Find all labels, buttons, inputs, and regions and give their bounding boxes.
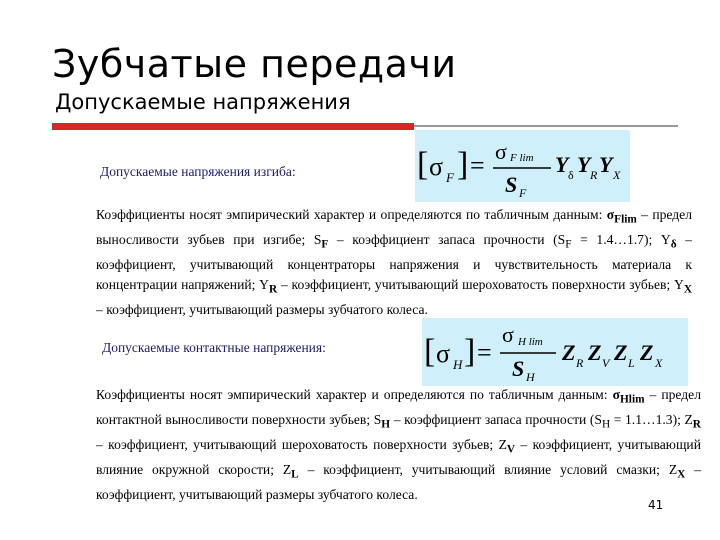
z-v-sub: V bbox=[602, 356, 610, 370]
bending-coefficients-text bbox=[96, 205, 692, 320]
num-sigma: σ bbox=[502, 322, 514, 347]
text-run: – коэффициент, учитывающий концентраторы напряжения и чувствительность материала к концентрации напряжений; Y bbox=[96, 231, 692, 293]
subscript: R bbox=[692, 418, 701, 431]
text-run: – коэффициент, учитывающий влияние условий смазки; Z bbox=[298, 461, 678, 477]
text-run: – коэффициент, учитывающий влияние окружной скорости; Z bbox=[96, 436, 701, 477]
z-x-sub: X bbox=[655, 356, 663, 370]
slide-title: Зубчатые передачи bbox=[52, 42, 457, 86]
bracket-open: [ bbox=[417, 146, 429, 183]
lhs-sigma: σ bbox=[429, 152, 444, 181]
z-l-sub: L bbox=[628, 356, 635, 370]
y-r: Y bbox=[577, 152, 591, 177]
subscript: X bbox=[683, 283, 693, 296]
y-r-sub: R bbox=[590, 168, 598, 182]
subscript: R bbox=[269, 283, 278, 296]
subscript: H bbox=[601, 418, 611, 431]
contact-stress-formula bbox=[422, 318, 688, 386]
sigma-symbol: σ bbox=[606, 207, 615, 222]
num-sigma: σ bbox=[495, 139, 507, 164]
y-delta: Y bbox=[555, 152, 569, 177]
subscript: F bbox=[565, 238, 572, 251]
num-sub: H lim bbox=[518, 336, 543, 348]
page-number: 41 bbox=[648, 498, 664, 512]
y-x: Y bbox=[599, 152, 613, 177]
text-run: – предел контактной выносливости поверхности зубьев; S bbox=[96, 387, 701, 427]
bracket-close: ] bbox=[464, 333, 476, 370]
text-run: – предел выносливости зубьев при изгибе; S bbox=[96, 207, 692, 247]
title-rule-accent bbox=[52, 123, 414, 130]
contact-coefficients-text bbox=[96, 385, 701, 505]
text-run: – коэффициент, учитывающий шероховатость поверхности зубьев; Z bbox=[96, 436, 507, 452]
text-run: – коэффициент запаса прочности (S bbox=[328, 231, 566, 247]
text-run: – коэффициент, учитывающий размеры зубчатого колеса. bbox=[96, 301, 428, 317]
title-rule-line bbox=[414, 125, 678, 127]
num-sub: F lim bbox=[510, 152, 534, 164]
subscript: X bbox=[677, 468, 686, 481]
subscript: H bbox=[381, 418, 391, 431]
z-r: Z bbox=[562, 340, 576, 365]
bracket-close: ] bbox=[457, 146, 469, 183]
den-sub: H bbox=[526, 370, 535, 384]
den-s: S bbox=[512, 356, 525, 381]
z-x: Z bbox=[640, 340, 654, 365]
text-run: – коэффициент, учитывающий размеры зубчатого колеса. bbox=[96, 461, 701, 502]
text-run: = 1.4…1.7); Y bbox=[571, 231, 671, 247]
den-sub: F bbox=[519, 186, 527, 200]
equals-sign: = bbox=[477, 338, 492, 367]
z-r-sub: R bbox=[576, 356, 584, 370]
lhs-sub: H bbox=[453, 357, 463, 372]
slide-subtitle: Допускаемые напряжения bbox=[55, 90, 351, 114]
bending-formula-svg bbox=[415, 130, 630, 202]
text-run: Коэффициенты носят эмпирический характер и определяются по табличным данным: bbox=[96, 387, 613, 402]
sigma-symbol: σ bbox=[612, 387, 620, 402]
sigma-subscript: Hlim bbox=[619, 393, 645, 406]
bracket-open: [ bbox=[424, 333, 436, 370]
y-x-sub: X bbox=[613, 168, 621, 182]
subscript: V bbox=[506, 443, 516, 456]
bending-stress-label: Допускаемые напряжения изгиба: bbox=[100, 164, 296, 179]
contact-stress-label: Допускаемые контактные напряжения: bbox=[102, 340, 326, 355]
text-run: – коэффициент, учитывающий шероховатость поверхности зубьев; Y bbox=[277, 277, 684, 293]
subscript: δ bbox=[670, 238, 677, 251]
text-run: – коэффициент запаса прочности (S bbox=[390, 411, 602, 427]
bending-stress-formula bbox=[415, 130, 630, 202]
den-s: S bbox=[505, 172, 518, 197]
z-v: Z bbox=[588, 340, 602, 365]
text-run: Коэффициенты носят эмпирический характер и определяются по табличным данным: bbox=[96, 207, 607, 222]
subscript: L bbox=[291, 468, 299, 481]
y-delta-sub: δ bbox=[568, 168, 574, 182]
text-run: = 1.1…1.3); Z bbox=[610, 411, 693, 427]
z-l: Z bbox=[614, 340, 628, 365]
equals-sign: = bbox=[470, 151, 485, 180]
subscript: F bbox=[321, 238, 329, 251]
sigma-subscript: Flim bbox=[614, 213, 637, 226]
contact-formula-svg bbox=[422, 318, 688, 386]
lhs-sigma: σ bbox=[436, 339, 451, 368]
lhs-sub: F bbox=[446, 170, 454, 185]
